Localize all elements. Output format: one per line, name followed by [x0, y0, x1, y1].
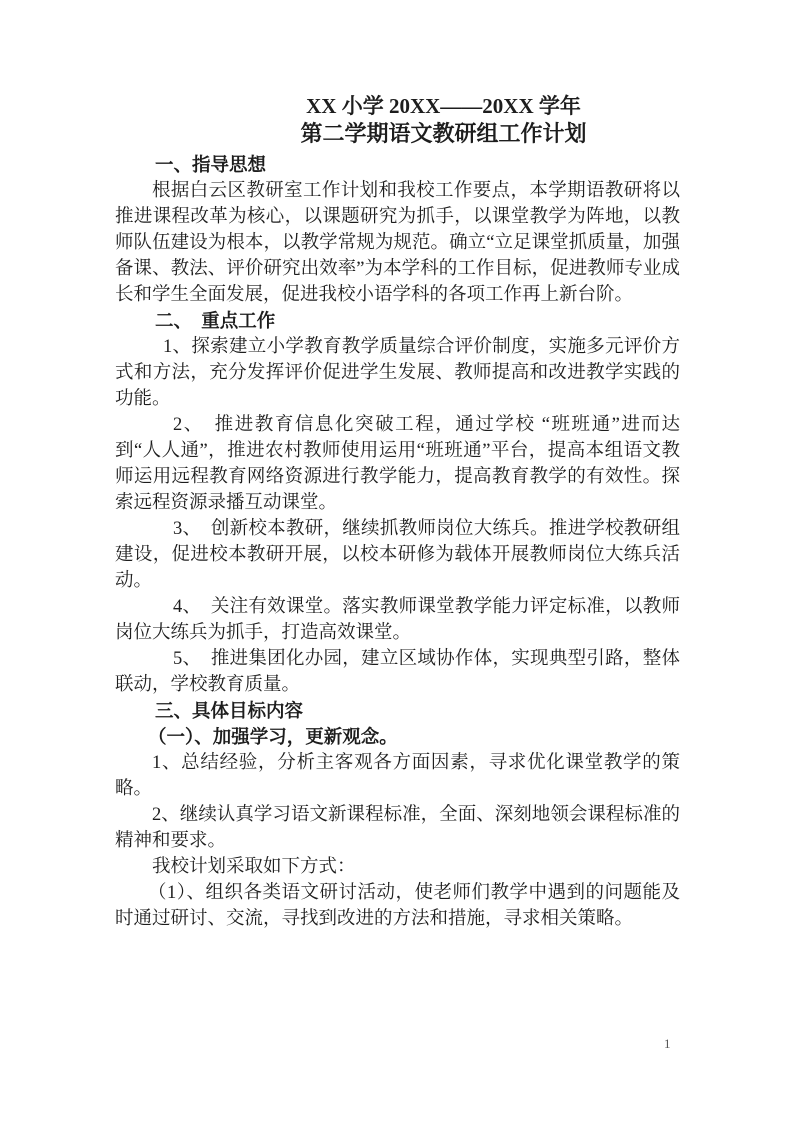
heading-strengthen-learning: （一）、加强学习，更新观念。: [148, 726, 398, 747]
page-number: 1: [664, 1036, 671, 1051]
para-key-work-1: 1、探索建立小学教育教学质量综合评价制度，实施多元评价方式和方法，充分发挥评价促进学生发展、教师提高和改进教学实践的功能。: [115, 337, 680, 409]
para-goal-2: 2、继续认真学习语文新课程标准，全面、深刻地领会课程标准的精神和要求。: [115, 805, 680, 851]
heading-specific-goals: 三、具体目标内容: [155, 700, 304, 721]
heading-guiding-ideology: 一、指导思想: [155, 154, 267, 175]
para-key-work-4: 4、 关注有效课堂。落实教师课堂教学能力评定标准，以教师岗位大练兵为抓手，打造高效课堂。: [115, 597, 680, 643]
para-guiding-ideology: 根据白云区教研室工作计划和我校工作要点，本学期语教研将以推进课程改革为核心，以课题研究为抓手，以课堂教学为阵地，以教师队伍建设为根本，以教学常规为规范。确立“立足课堂抓质量，加强备课、教法、评价研究出效率”为本学科的工作目标，促进教师专业成长和学生全面发展，促进我校小语学科的各项工作再上新台阶。: [115, 181, 680, 305]
doc-title-line-1: XX 小学 20XX——20XX 学年: [306, 94, 581, 118]
doc-title-line-2: 第二学期语文教研组工作计划: [300, 121, 587, 146]
heading-key-work: 二、 重点工作: [155, 310, 276, 331]
para-key-work-2: 2、 推进教育信息化突破工程，通过学校 “班班通”进而达到“人人通”，推进农村教师使用运用“班班通”平台，提高本组语文教师运用远程教育网络资源进行教学能力，提高教育教学的有效性。探索远程资源录播互动课堂。: [115, 415, 680, 513]
para-approach-intro: 我校计划采取如下方式：: [152, 857, 356, 877]
para-key-work-3: 3、 创新校本教研，继续抓教师岗位大练兵。推进学校教研组建设，促进校本教研开展，以校本研修为载体开展教师岗位大练兵活动。: [115, 519, 680, 591]
document-body: [115, 93, 680, 932]
para-key-work-5: 5、 推进集团化办园，建立区域协作体，实现典型引路，整体联动，学校教育质量。: [115, 649, 680, 695]
para-approach-1: （1）、组织各类语文研讨活动，使老师们教学中遇到的问题能及时通过研讨、交流，寻找到改进的方法和措施，寻求相关策略。: [115, 883, 680, 929]
para-goal-1: 1、总结经验，分析主客观各方面因素，寻求优化课堂教学的策略。: [115, 753, 680, 799]
